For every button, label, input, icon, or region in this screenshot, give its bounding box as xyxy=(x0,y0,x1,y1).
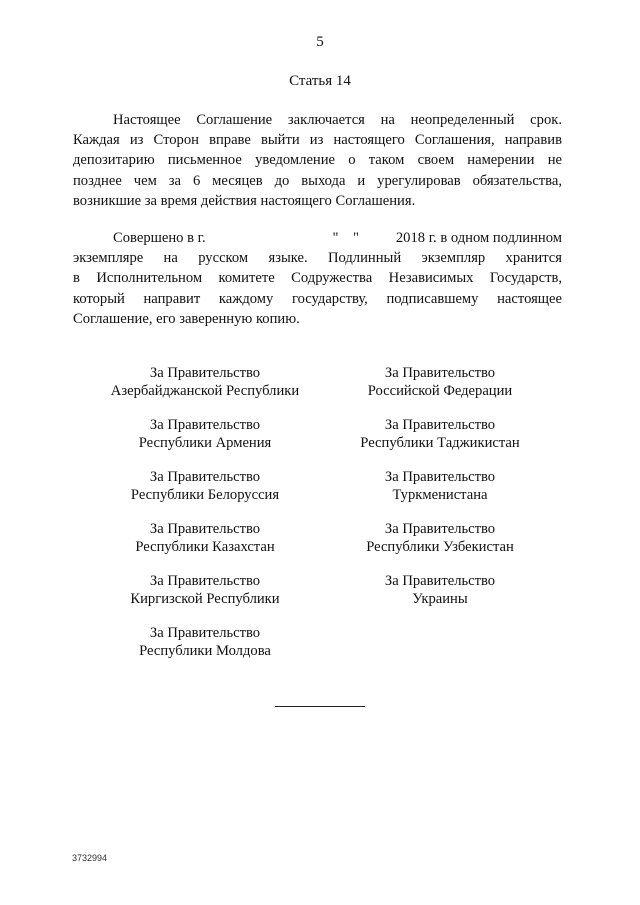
paragraph-term xyxy=(73,110,562,211)
paragraph-line: экземпляре на русском языке. Подлинный экземпляр хранится xyxy=(73,250,562,267)
paragraph-line: Настоящее Соглашение заключается на неопределенный срок. xyxy=(113,112,562,128)
end-divider-line xyxy=(275,706,365,707)
signature-country: Киргизской Республики xyxy=(130,591,280,607)
signature-country: Республики Молдова xyxy=(139,643,271,659)
signature-country: Республики Казахстан xyxy=(135,539,275,555)
paragraph-line: который направит каждому государству, подписавшему настоящее xyxy=(73,290,562,307)
signature-country: Туркменистана xyxy=(392,487,488,503)
signature-heading: За Правительство xyxy=(149,625,261,641)
paragraph-line: депозитарию письменное уведомление о таком своем намерении не xyxy=(73,152,562,169)
signature-block xyxy=(295,416,585,468)
signature-block xyxy=(295,364,585,416)
signature-heading: За Правительство xyxy=(149,417,261,433)
done-line xyxy=(73,228,562,248)
signature-country: Азербайджанской Республики xyxy=(110,383,300,399)
paragraph-line: возникшие за время действия настоящего Соглашения. xyxy=(73,192,416,209)
signature-country: Республики Узбекистан xyxy=(366,539,514,555)
signature-country: Республики Белоруссия xyxy=(130,487,280,503)
signature-country: Республики Армения xyxy=(138,435,272,451)
signature-heading: За Правительство xyxy=(384,365,496,381)
signature-heading: За Правительство xyxy=(384,469,496,485)
done-place-label: Совершено в г. xyxy=(113,230,206,246)
paragraph-done xyxy=(73,228,562,329)
article-title: Статья 14 xyxy=(289,73,351,89)
signature-heading: За Правительство xyxy=(384,521,496,537)
signature-heading: За Правительство xyxy=(149,469,261,485)
paragraph-line: в Исполнительном комитете Содружества Независимых Государств, xyxy=(73,270,562,287)
signature-country: Украины xyxy=(412,591,468,607)
signature-block xyxy=(295,520,585,572)
done-date-quotes: " " xyxy=(332,230,359,246)
signature-block xyxy=(60,624,350,676)
signature-country: Российской Федерации xyxy=(367,383,513,399)
document-code: 3732994 xyxy=(72,853,108,863)
signature-block xyxy=(295,572,585,624)
signature-country: Республики Таджикистан xyxy=(360,435,520,451)
page-number: 5 xyxy=(316,34,324,50)
signature-block xyxy=(295,468,585,520)
signature-heading: За Правительство xyxy=(149,365,261,381)
signature-heading: За Правительство xyxy=(384,417,496,433)
signature-heading: За Правительство xyxy=(149,573,261,589)
signatures-right-column xyxy=(295,364,585,624)
paragraph-line: Соглашение, его заверенную копию. xyxy=(73,310,300,327)
signature-heading: За Правительство xyxy=(149,521,261,537)
paragraph-line: Каждая из Сторон вправе выйти из настоящего Соглашения, направив xyxy=(73,132,562,149)
paragraph-line: позднее чем за 6 месяцев до выхода и урегулировав обязательства, xyxy=(73,172,562,189)
done-year-text: 2018 г. в одном подлинном xyxy=(395,230,562,246)
signature-heading: За Правительство xyxy=(384,573,496,589)
